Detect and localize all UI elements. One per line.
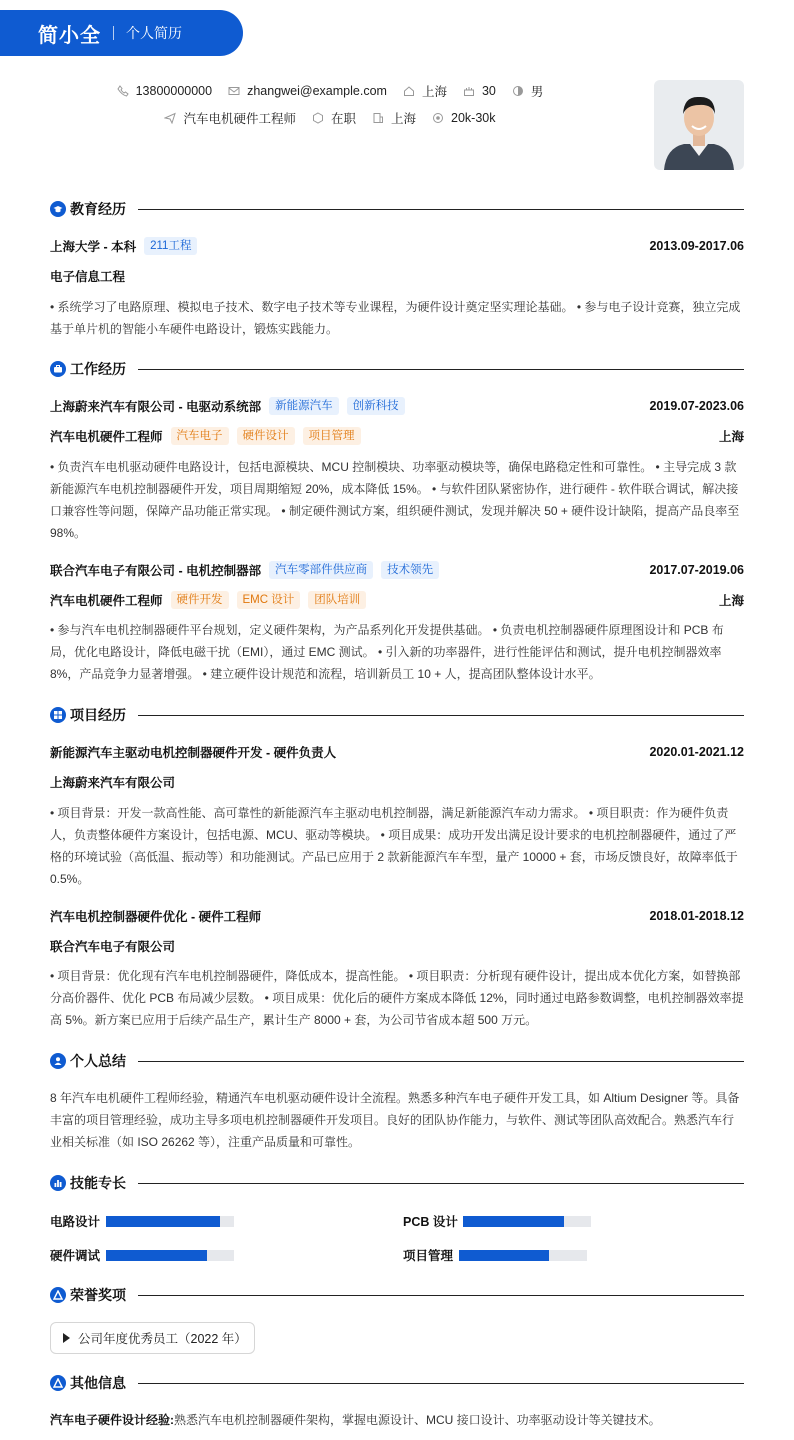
section-title-other: 其他信息 (70, 1375, 126, 1391)
section-title-skills: 技能专长 (70, 1175, 126, 1191)
work-2-title-tag: 团队培训 (308, 591, 366, 609)
skill-item (50, 1211, 234, 1231)
section-title-summary: 个人总结 (70, 1053, 126, 1069)
education-major: 电子信息工程 (50, 270, 126, 284)
project-2-name: 汽车电机控制器硬件优化 - 硬件工程师 (50, 910, 262, 924)
other-label: 汽车电子硬件设计经验: (50, 1413, 174, 1427)
project-2-company: 联合汽车电子有限公司 (50, 940, 176, 954)
work-1-description: • 负责汽车电机驱动硬件电路设计，包括电源模块、MCU 控制模块、功率驱动模块等，确保电路稳定性和可靠性。 • 主导完成 3 款新能源汽车电机控制器硬件开发，项目周期缩短 20%，成本降低 15%。 • 与软件团队紧密协作，进行硬件 - 软件联合调试，解决接口兼容性等问题，保障产品功能正常实现。 • 制定硬件测试方案，组织硬件测试，发现并解决 50 + 硬件设计缺陷，提高产品良率至 98%。 (50, 460, 740, 540)
work-1-company-tag: 创新科技 (347, 397, 405, 415)
project-2-company-row (50, 936, 744, 956)
work-1-date: 2019.07-2023.06 (649, 399, 744, 413)
work-2-title: 汽车电机硬件工程师 (50, 594, 163, 608)
work-2-description: • 参与汽车电机控制器硬件平台规划，定义硬件架构，为产品系列化开发提供基础。 • 负责电机控制器硬件原理图设计和 PCB 布局，优化电路设计，降低电磁干扰（EMI），通过 EMC 测试。 • 引入新的功率器件，进行性能评估和测试，提升电机控制器效率 8%，产品竞争力显著增强。 • 建立硬件设计规范和流程，培训新员工 10 + 人，提高团队整体设计水平。 (50, 623, 724, 681)
profile-photo (654, 80, 744, 170)
skill-bar-fill (106, 1250, 207, 1261)
section-divider (138, 209, 744, 210)
section-title-projects: 项目经历 (70, 707, 126, 723)
age-value: 30 (481, 84, 496, 98)
send-icon (164, 112, 176, 124)
section-divider (138, 1183, 744, 1184)
project-1-header (50, 742, 744, 762)
section-projects (50, 705, 744, 725)
skill-name: PCB 设计 (403, 1215, 458, 1229)
resume-subtitle: 个人简历 (126, 25, 182, 41)
header-banner (0, 10, 243, 56)
work-1-title-row (50, 426, 744, 446)
other-info (50, 1410, 744, 1430)
work-1-title: 汽车电机硬件工程师 (50, 430, 163, 444)
skill-item (403, 1245, 587, 1265)
contact-row-2 (0, 109, 660, 127)
caret-right-icon (63, 1333, 70, 1343)
work-2-company: 联合汽车电子有限公司 - 电机控制器部 (50, 564, 262, 578)
work-1-title-tag: 汽车电子 (171, 427, 229, 445)
skill-bar (106, 1250, 234, 1261)
work-1-location: 上海 (718, 430, 744, 444)
work-2-company-tag: 技术领先 (381, 561, 439, 579)
other-text: 熟悉汽车电机控制器硬件架构，掌握电源设计、MCU 接口设计、功率驱动设计等关键技术。 (174, 1413, 661, 1427)
section-other (50, 1373, 744, 1393)
project-2-header (50, 906, 744, 926)
contact-salary (432, 111, 495, 125)
home-icon (403, 85, 415, 97)
header-divider (113, 26, 114, 40)
work-1-company-tag: 新能源汽车 (269, 397, 339, 415)
email-value: zhangwei@example.com (247, 84, 387, 98)
grid-icon (50, 707, 66, 723)
work-1-title-tag: 硬件设计 (237, 427, 295, 445)
mail-icon (228, 85, 240, 97)
section-awards (50, 1285, 744, 1305)
gender-icon (512, 85, 524, 97)
project-2-date: 2018.01-2018.12 (649, 909, 744, 923)
education-date: 2013.09-2017.06 (649, 239, 744, 253)
section-divider (138, 715, 744, 716)
contact-age (463, 84, 496, 98)
status-icon (312, 112, 324, 124)
status-value: 在职 (331, 112, 357, 126)
contact-row-1 (0, 82, 660, 100)
work-2-title-row (50, 590, 744, 610)
skill-bar-fill (106, 1216, 220, 1227)
award-icon (50, 1287, 66, 1303)
briefcase-icon (50, 361, 66, 377)
award-item[interactable] (50, 1322, 255, 1354)
contact-city (403, 82, 447, 100)
avatar (654, 80, 744, 170)
bar-chart-icon (50, 1175, 66, 1191)
work-2-date: 2017.07-2019.06 (649, 563, 744, 577)
skill-item (50, 1245, 234, 1265)
work-2-header (50, 560, 744, 580)
skill-name: 项目管理 (403, 1249, 454, 1263)
section-summary (50, 1051, 744, 1071)
position-value: 汽车电机硬件工程师 (183, 112, 296, 126)
work-2-title-tag: 硬件开发 (171, 591, 229, 609)
project-2-description: • 项目背景：优化现有汽车电机控制器硬件，降低成本，提高性能。 • 项目职责：分析现有硬件设计，提出成本优化方案，如替换部分高价器件、优化 PCB 布局减少层数。 • 项目成果：优化后的硬件方案成本降低 12%，同时通过电路参数调整，电机控制器效率提高 5%。新方案已应用于后续产品生产，累计生产 8000 + 套，为公司节省成本超 500 万元。 (50, 969, 744, 1027)
project-1-company-row (50, 772, 744, 792)
contact-status (312, 109, 356, 127)
skill-item (403, 1211, 591, 1231)
building-icon (372, 112, 384, 124)
graduation-cap-icon (50, 201, 66, 217)
section-education (50, 199, 744, 219)
contact-position (164, 109, 296, 127)
resume-name: 简小全 (38, 24, 101, 47)
work-city-value: 上海 (391, 112, 417, 126)
work-1-company: 上海蔚来汽车有限公司 - 电驱动系统部 (50, 400, 262, 414)
info-icon (50, 1375, 66, 1391)
education-major-row (50, 266, 744, 286)
city-value: 上海 (421, 85, 447, 99)
salary-value: 20k-30k (451, 111, 496, 125)
skill-bar-fill (463, 1216, 564, 1227)
work-2-title-tag: EMC 设计 (237, 591, 301, 609)
skill-name: 硬件调试 (50, 1249, 101, 1263)
education-description: • 系统学习了电路原理、模拟电子技术、数字电子技术等专业课程，为硬件设计奠定坚实理论基础。 • 参与电子设计竞赛，独立完成基于单片机的智能小车硬件电路设计，锻炼实践能力。 (50, 300, 741, 336)
work-2-company-tag: 汽车零部件供应商 (269, 561, 373, 579)
skill-bar (106, 1216, 234, 1227)
salary-icon (432, 112, 444, 124)
skill-name: 电路设计 (50, 1215, 101, 1229)
project-1-description: • 项目背景：开发一款高性能、高可靠性的新能源汽车主驱动电机控制器，满足新能源汽车动力需求。 • 项目职责：作为硬件负责人，负责整体硬件方案设计，包括电源、MCU、驱动等模块。 • 项目成果：成功开发出满足设计要求的电机控制器硬件，通过了严格的环境试验（高低温、振动等）和功能测试。产品已应用于 2 款新能源汽车车型，量产 10000 + 套，市场反馈良好，故障率低于 0.5%。 (50, 806, 738, 886)
work-1-title-tag: 项目管理 (303, 427, 361, 445)
award-label: 公司年度优秀员工（2022 年） (78, 1332, 247, 1346)
project-1-date: 2020.01-2021.12 (649, 745, 744, 759)
education-school: 上海大学 - 本科 (50, 240, 137, 254)
contact-phone (117, 84, 212, 98)
section-title-education: 教育经历 (70, 201, 126, 217)
age-icon (463, 85, 475, 97)
user-icon (50, 1053, 66, 1069)
project-1-name: 新能源汽车主驱动电机控制器硬件开发 - 硬件负责人 (50, 746, 337, 760)
education-header (50, 236, 744, 256)
contact-gender (512, 82, 544, 100)
section-work (50, 359, 744, 379)
section-title-work: 工作经历 (70, 361, 126, 377)
section-divider (138, 1383, 744, 1384)
section-skills (50, 1173, 744, 1193)
section-divider (138, 369, 744, 370)
gender-value: 男 (530, 85, 544, 99)
work-2-location: 上海 (718, 594, 744, 608)
contact-email (228, 84, 387, 98)
section-divider (138, 1295, 744, 1296)
contact-work-city (372, 109, 416, 127)
section-divider (138, 1061, 744, 1062)
phone-icon (117, 85, 129, 97)
section-title-awards: 荣誉奖项 (70, 1287, 126, 1303)
work-1-header (50, 396, 744, 416)
education-tag: 211工程 (144, 237, 197, 255)
project-1-company: 上海蔚来汽车有限公司 (50, 776, 176, 790)
summary-text: 8 年汽车电机硬件工程师经验，精通汽车电机驱动硬件设计全流程。熟悉多种汽车电子硬件开发工具，如 Altium Designer 等。具备丰富的项目管理经验，成功主导多项电机控制器硬件开发项目。良好的团队协作能力，与软件、测试等团队高效配合。熟悉汽车行业相关标准（如 ISO 26262 等），注重产品质量和可靠性。 (50, 1091, 740, 1149)
skill-bar-fill (459, 1250, 549, 1261)
skill-bar (459, 1250, 587, 1261)
phone-value: 13800000000 (135, 84, 213, 98)
skill-bar (463, 1216, 591, 1227)
